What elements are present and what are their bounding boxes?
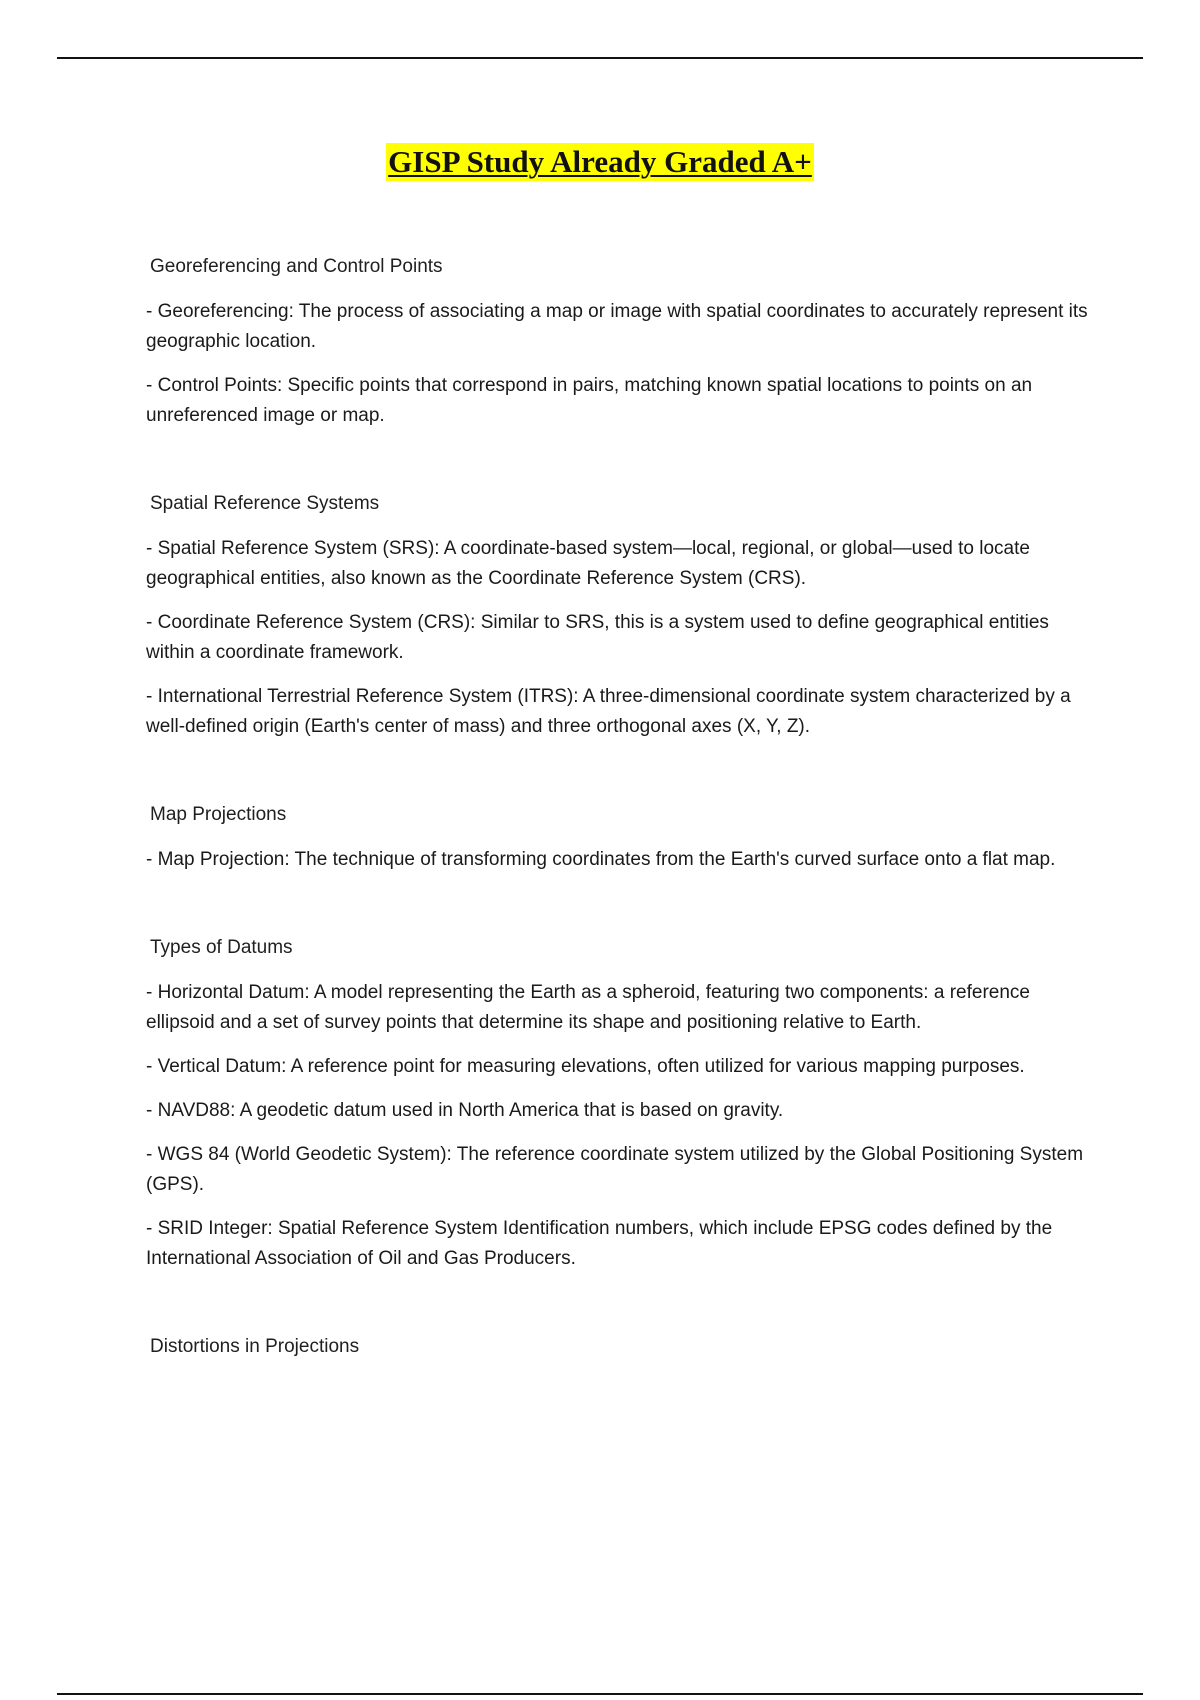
list-item: - WGS 84 (World Geodetic System): The reference coordinate system utilized by the Global Positioning System (GPS). — [146, 1144, 1084, 1195]
list-item: - Control Points: Specific points that correspond in pairs, matching known spatial locations to points on an unreferenced image or map. — [146, 375, 1033, 426]
section-types-of-datums — [146, 935, 1096, 1274]
section-heading: Georeferencing and Control Points — [150, 256, 443, 277]
top-rule — [57, 57, 1143, 59]
list-item: - Vertical Datum: A reference point for measuring elevations, often utilized for various mapping purposes. — [146, 1056, 1025, 1077]
list-item: - International Terrestrial Reference System (ITRS): A three-dimensional coordinate system characterized by a well-defined origin (Earth's center of mass) and three orthogonal axes (X, Y, Z). — [146, 686, 1071, 737]
list-item: - Map Projection: The technique of transforming coordinates from the Earth's curved surface onto a flat map. — [146, 849, 1056, 870]
section-spatial-reference-systems — [146, 491, 1096, 742]
document-title: GISP Study Already Graded A+ — [388, 144, 812, 179]
document-body — [146, 254, 1096, 1420]
section-georeferencing — [146, 254, 1096, 431]
section-distortions-in-projections — [146, 1334, 1096, 1360]
bottom-rule — [57, 1693, 1143, 1695]
list-item: - Georeferencing: The process of associating a map or image with spatial coordinates to accurately represent its geographic location. — [146, 301, 1088, 352]
title-container — [0, 143, 1200, 181]
list-item: - Horizontal Datum: A model representing the Earth as a spheroid, featuring two components: a reference ellipsoid and a set of survey points that determine its shape and positioning relative to Earth. — [146, 982, 1030, 1033]
section-heading: Spatial Reference Systems — [150, 493, 380, 514]
list-item: - NAVD88: A geodetic datum used in North America that is based on gravity. — [146, 1100, 784, 1121]
section-heading: Map Projections — [150, 804, 287, 825]
list-item: - Coordinate Reference System (CRS): Similar to SRS, this is a system used to define geographical entities within a coordinate framework. — [146, 612, 1049, 663]
list-item: - Spatial Reference System (SRS): A coordinate-based system—local, regional, or global—used to locate geographical entities, also known as the Coordinate Reference System (CRS). — [146, 538, 1030, 589]
section-heading: Distortions in Projections — [150, 1336, 360, 1357]
section-map-projections — [146, 802, 1096, 875]
section-heading: Types of Datums — [150, 937, 293, 958]
list-item: - SRID Integer: Spatial Reference System Identification numbers, which include EPSG codes defined by the International Association of Oil and Gas Producers. — [146, 1218, 1053, 1269]
